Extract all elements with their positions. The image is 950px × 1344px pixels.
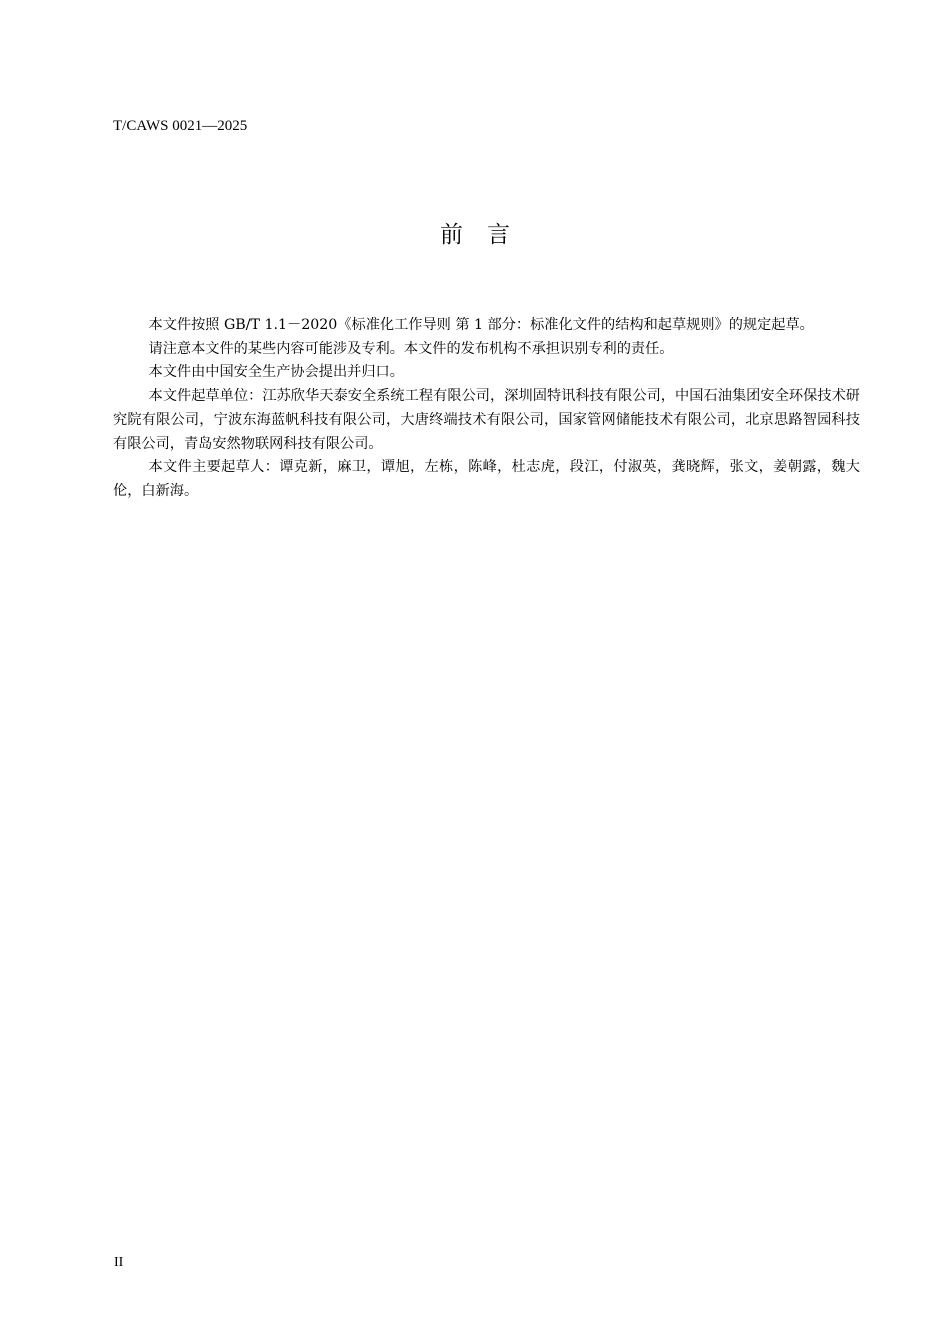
paragraph-proposer: 本文件由中国安全生产协会提出并归口。 (148, 364, 404, 381)
paragraph-drafting-rules: 本文件按照 GB/T 1.1－2020《标准化工作导则 第 1 部分：标准化文件的结构和起草规则》的规定起草。 (148, 317, 814, 333)
paragraph-patent-notice: 请注意本文件的某些内容可能涉及专利。本文件的发布机构不承担识别专利的责任。 (148, 340, 674, 357)
standard-number: T/CAWS 0021—2025 (113, 118, 248, 134)
document-body (113, 314, 860, 504)
page-number: II (114, 1255, 124, 1270)
page-title: 前言 (440, 222, 534, 248)
paragraph-drafters: 本文件主要起草人：谭克新，麻卫，谭旭，左栋，陈峰，杜志虎，段江，付淑英，龚晓辉，张文，姜朝露，魏大伦，白新海。 (113, 459, 860, 499)
paragraph-drafting-units: 本文件起草单位：江苏欣华天泰安全系统工程有限公司，深圳固特讯科技有限公司，中国石油集团安全环保技术研究院有限公司，宁波东海蓝帆科技有限公司，大唐终端技术有限公司，国家管网储能技术有限公司，北京思路智园科技有限公司，青岛安然物联网科技有限公司。 (113, 388, 860, 452)
